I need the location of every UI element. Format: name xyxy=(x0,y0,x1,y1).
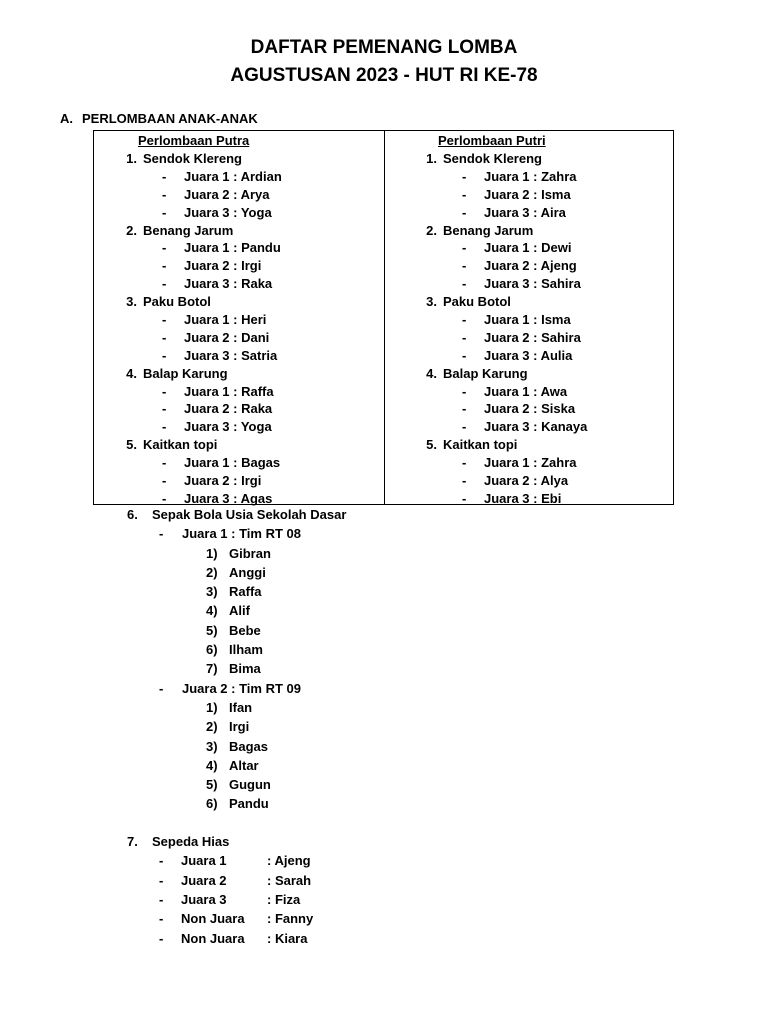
member-name: Bagas xyxy=(229,738,269,754)
bullet-dash: - xyxy=(159,930,164,946)
member-number: 6) xyxy=(206,642,218,658)
bullet-dash: - xyxy=(159,680,164,696)
winner-row xyxy=(138,186,282,204)
section-a-heading xyxy=(60,111,258,126)
winner-text: Juara 3 : Agas xyxy=(184,490,273,506)
event-row xyxy=(114,365,282,383)
member-name: Gibran xyxy=(229,545,271,561)
winner-text: Juara 2 : Dani xyxy=(184,329,270,345)
winner-row xyxy=(438,275,587,293)
event-row xyxy=(414,293,587,311)
bullet-dash: - xyxy=(159,911,164,927)
winner-text: Juara 1 : Zahra xyxy=(484,168,577,184)
team-label: Juara 2 : Tim RT 09 xyxy=(182,680,301,696)
team-row xyxy=(127,679,346,698)
winner-row xyxy=(138,329,282,347)
winner-text: Juara 2 : Siska xyxy=(484,401,576,417)
bullet-dash: - xyxy=(162,240,167,256)
event-name: Balap Karung xyxy=(443,365,528,381)
event-number: 5. xyxy=(126,437,137,453)
bullet-dash: - xyxy=(162,455,167,471)
member-name: Gugun xyxy=(229,777,271,793)
bullet-dash: - xyxy=(159,853,164,869)
event-name: Paku Botol xyxy=(443,294,511,310)
event-name: Balap Karung xyxy=(143,365,228,381)
result-row xyxy=(127,909,313,928)
result-row xyxy=(127,890,313,909)
member-number: 1) xyxy=(206,699,218,715)
bullet-dash: - xyxy=(462,401,467,417)
bullet-dash: - xyxy=(462,186,467,202)
winner-row xyxy=(438,186,587,204)
event-name: Sepak Bola Usia Sekolah Dasar xyxy=(152,507,347,522)
result-label: Juara 2 xyxy=(181,872,227,888)
winner-row xyxy=(438,490,587,508)
winner-row xyxy=(138,400,282,418)
winner-text: Juara 1 : Raffa xyxy=(184,383,274,399)
bullet-dash: - xyxy=(162,186,167,202)
event-number: 3. xyxy=(126,294,137,310)
winner-row xyxy=(438,257,587,275)
winner-text: Juara 3 : Yoga xyxy=(184,419,272,435)
bullet-dash: - xyxy=(159,872,164,888)
member-name: Irgi xyxy=(229,719,250,735)
member-row xyxy=(127,563,346,582)
result-row xyxy=(127,851,313,870)
event-row xyxy=(414,150,587,168)
member-row xyxy=(127,544,346,563)
event-number: 4. xyxy=(426,365,437,381)
winner-row xyxy=(138,347,282,365)
bullet-dash: - xyxy=(462,473,467,489)
result-value: : Fiza xyxy=(267,892,301,908)
winner-row xyxy=(438,311,587,329)
member-row xyxy=(127,756,346,775)
column-divider xyxy=(384,131,385,504)
event-name: Paku Botol xyxy=(143,294,211,310)
bullet-dash: - xyxy=(462,455,467,471)
member-row xyxy=(127,717,346,736)
winner-text: Juara 2 : Irgi xyxy=(184,258,262,274)
member-number: 5) xyxy=(206,622,218,638)
bullet-dash: - xyxy=(462,168,467,184)
bullet-dash: - xyxy=(162,168,167,184)
member-name: Raffa xyxy=(229,584,262,600)
result-row xyxy=(127,871,313,890)
event-name: Sendok Klereng xyxy=(143,151,242,166)
winner-text: Juara 1 : Bagas xyxy=(184,455,281,471)
bullet-dash: - xyxy=(159,892,164,908)
result-value: : Kiara xyxy=(267,930,308,946)
event-row xyxy=(114,150,282,168)
bullet-dash: - xyxy=(162,312,167,328)
event-number: 6. xyxy=(127,507,138,522)
bullet-dash: - xyxy=(162,419,167,435)
winner-row xyxy=(138,454,282,472)
event-name: Benang Jarum xyxy=(443,222,534,238)
member-row xyxy=(127,621,346,640)
winner-text: Juara 3 : Ebi xyxy=(484,490,562,506)
team-row xyxy=(127,524,346,543)
member-row xyxy=(127,794,346,813)
member-number: 2) xyxy=(206,564,218,580)
winner-row xyxy=(438,239,587,257)
result-value: : Ajeng xyxy=(267,853,311,869)
winner-text: Juara 3 : Satria xyxy=(184,347,278,363)
event-number: 3. xyxy=(426,294,437,310)
event-row xyxy=(114,222,282,240)
winner-row xyxy=(438,204,587,222)
bullet-dash: - xyxy=(462,347,467,363)
member-number: 1) xyxy=(206,545,218,561)
winner-row xyxy=(438,383,587,401)
event-row xyxy=(114,436,282,454)
member-number: 4) xyxy=(206,603,218,619)
document-title-line2: AGUSTUSAN 2023 - HUT RI KE-78 xyxy=(230,65,538,86)
member-row xyxy=(127,640,346,659)
result-value: : Fanny xyxy=(267,911,314,927)
winner-row xyxy=(138,383,282,401)
winners-table xyxy=(93,130,674,505)
result-label: Juara 1 xyxy=(181,853,227,869)
winner-row xyxy=(438,329,587,347)
bullet-dash: - xyxy=(462,383,467,399)
member-number: 6) xyxy=(206,796,218,812)
winner-row xyxy=(138,418,282,436)
event-row xyxy=(414,365,587,383)
winner-text: Juara 3 : Aulia xyxy=(484,347,573,363)
winner-text: Juara 2 : Raka xyxy=(184,401,273,417)
result-label: Juara 3 xyxy=(181,892,227,908)
member-name: Bebe xyxy=(229,622,261,638)
winner-text: Juara 2 : Ajeng xyxy=(484,258,577,274)
member-number: 4) xyxy=(206,757,218,773)
winner-row xyxy=(138,239,282,257)
bullet-dash: - xyxy=(162,473,167,489)
winner-row xyxy=(138,472,282,490)
winner-row xyxy=(138,204,282,222)
bullet-dash: - xyxy=(462,419,467,435)
bullet-dash: - xyxy=(462,258,467,274)
bullet-dash: - xyxy=(162,204,167,220)
winner-text: Juara 2 : Arya xyxy=(184,186,270,202)
winner-row xyxy=(438,418,587,436)
putra-column xyxy=(126,132,282,508)
winner-text: Juara 1 : Heri xyxy=(184,312,267,328)
member-name: Ifan xyxy=(229,699,253,715)
bullet-dash: - xyxy=(162,401,167,417)
bullet-dash: - xyxy=(162,490,167,506)
member-name: Ilham xyxy=(229,642,263,658)
event-number: 4. xyxy=(126,365,137,381)
winner-text: Juara 3 : Yoga xyxy=(184,204,272,220)
bullet-dash: - xyxy=(162,258,167,274)
member-row xyxy=(127,582,346,601)
winner-text: Juara 3 : Kanaya xyxy=(484,419,588,435)
winner-text: Juara 1 : Ardian xyxy=(184,168,282,184)
event-heading xyxy=(127,505,346,524)
winner-row xyxy=(438,168,587,186)
member-name: Anggi xyxy=(229,564,266,580)
member-row xyxy=(127,775,346,794)
member-name: Alif xyxy=(229,603,250,619)
bullet-dash: - xyxy=(462,276,467,292)
putra-heading: Perlombaan Putra xyxy=(138,133,250,148)
event-name: Sendok Klereng xyxy=(443,151,542,166)
section-letter: A. xyxy=(60,111,73,126)
member-name: Altar xyxy=(229,757,259,773)
event-row xyxy=(414,436,587,454)
member-number: 3) xyxy=(206,738,218,754)
winner-text: Juara 1 : Dewi xyxy=(484,240,572,256)
bullet-dash: - xyxy=(462,240,467,256)
putri-column xyxy=(426,132,588,508)
winner-row xyxy=(438,454,587,472)
winner-row xyxy=(138,168,282,186)
winner-text: Juara 2 : Alya xyxy=(484,473,569,489)
winner-row xyxy=(438,472,587,490)
winner-text: Juara 3 : Raka xyxy=(184,276,273,292)
bullet-dash: - xyxy=(162,276,167,292)
team-label: Juara 1 : Tim RT 08 xyxy=(182,526,301,542)
winner-row xyxy=(138,311,282,329)
event-sepeda-hias xyxy=(127,832,313,948)
document-title-line1: DAFTAR PEMENANG LOMBA xyxy=(250,37,518,58)
event-number: 1. xyxy=(426,151,437,166)
winner-text: Juara 3 : Sahira xyxy=(484,276,581,292)
event-number: 2. xyxy=(126,222,137,238)
putri-heading: Perlombaan Putri xyxy=(438,133,546,148)
event-number: 1. xyxy=(126,151,137,166)
event-sepak-bola xyxy=(127,505,346,814)
winner-text: Juara 1 : Awa xyxy=(484,383,568,399)
event-name: Sepeda Hias xyxy=(152,834,230,849)
event-number: 5. xyxy=(426,437,437,453)
result-value: : Sarah xyxy=(267,872,312,888)
member-number: 7) xyxy=(206,661,218,677)
winner-text: Juara 2 : Irgi xyxy=(184,473,262,489)
member-number: 2) xyxy=(206,719,218,735)
event-name: Kaitkan topi xyxy=(143,437,218,453)
member-row xyxy=(127,601,346,620)
winner-text: Juara 1 : Pandu xyxy=(184,240,281,256)
event-row xyxy=(414,222,587,240)
bullet-dash: - xyxy=(162,383,167,399)
event-heading xyxy=(127,832,313,851)
event-row xyxy=(114,293,282,311)
bullet-dash: - xyxy=(159,526,164,542)
bullet-dash: - xyxy=(462,329,467,345)
winner-row xyxy=(438,400,587,418)
winner-text: Juara 2 : Sahira xyxy=(484,329,581,345)
winner-text: Juara 2 : Isma xyxy=(484,186,571,202)
winner-row xyxy=(138,275,282,293)
section-title: PERLOMBAAN ANAK-ANAK xyxy=(82,111,258,126)
event-name: Kaitkan topi xyxy=(443,437,518,453)
member-number: 3) xyxy=(206,584,218,600)
bullet-dash: - xyxy=(162,347,167,363)
winner-row xyxy=(438,347,587,365)
result-label: Non Juara xyxy=(181,911,245,927)
member-number: 5) xyxy=(206,777,218,793)
member-name: Pandu xyxy=(229,796,269,812)
member-row xyxy=(127,737,346,756)
bullet-dash: - xyxy=(162,329,167,345)
winner-text: Juara 1 : Isma xyxy=(484,312,571,328)
bullet-dash: - xyxy=(462,490,467,506)
bullet-dash: - xyxy=(462,204,467,220)
winner-text: Juara 1 : Zahra xyxy=(484,455,577,471)
bullet-dash: - xyxy=(462,312,467,328)
event-number: 2. xyxy=(426,222,437,238)
member-name: Bima xyxy=(229,661,261,677)
winner-row xyxy=(138,257,282,275)
result-row xyxy=(127,929,313,948)
event-name: Benang Jarum xyxy=(143,222,234,238)
event-number: 7. xyxy=(127,834,138,849)
winner-text: Juara 3 : Aira xyxy=(484,204,566,220)
result-label: Non Juara xyxy=(181,930,245,946)
member-row xyxy=(127,698,346,717)
member-row xyxy=(127,659,346,678)
